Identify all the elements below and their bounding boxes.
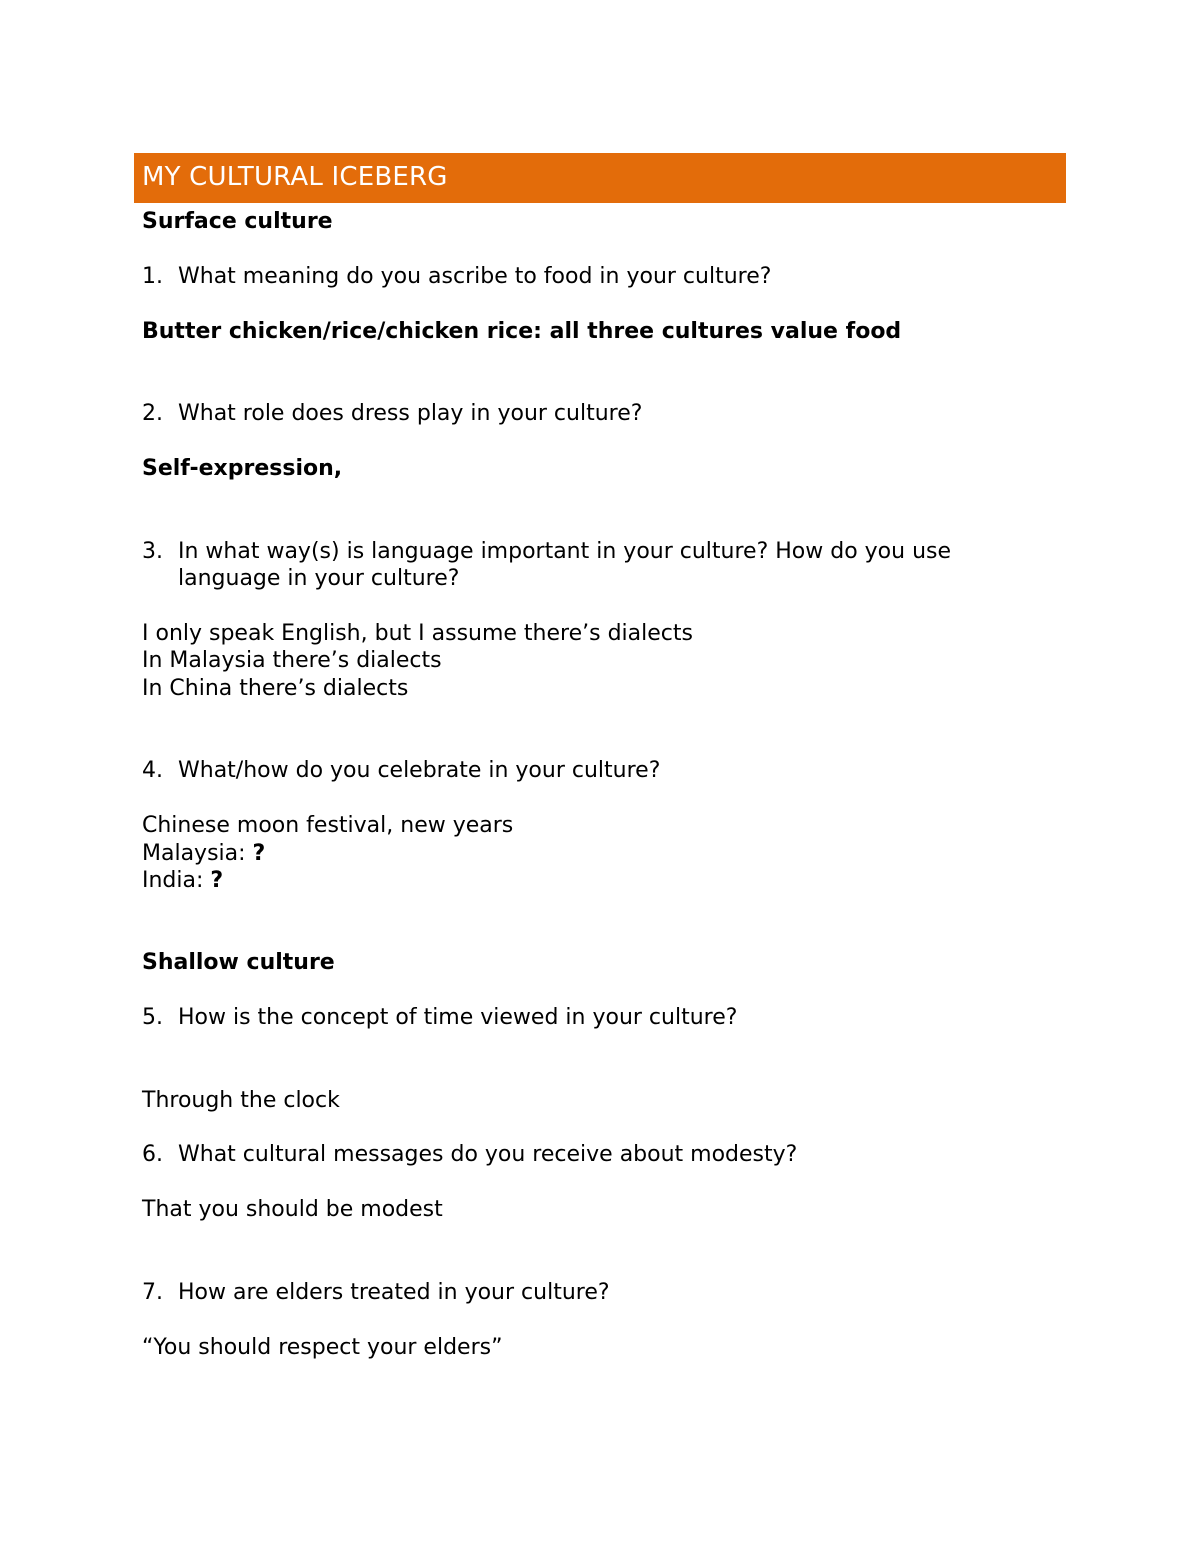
question-4: What/how do you celebrate in your culture? xyxy=(178,758,661,783)
answer-6: That you should be modest xyxy=(142,1197,443,1222)
question-number: 4. xyxy=(142,758,163,783)
malaysia-value: ? xyxy=(252,841,266,866)
title-banner xyxy=(134,153,1066,203)
answer-3-line-1: I only speak English, but I assume there’s dialects xyxy=(142,621,693,646)
question-7: How are elders treated in your culture? xyxy=(178,1280,610,1305)
answer-4-line-1: Chinese moon festival, new years xyxy=(142,813,514,838)
malaysia-label: Malaysia: xyxy=(142,841,253,866)
answer-3-line-2: In Malaysia there’s dialects xyxy=(142,648,442,673)
question-3-line-1: In what way(s) is language important in your culture? How do you use xyxy=(178,539,952,564)
answer-1: Butter chicken/rice/chicken rice: all three cultures value food xyxy=(142,319,902,344)
question-number: 5. xyxy=(142,1005,163,1030)
india-label: India: xyxy=(142,868,211,893)
question-number: 2. xyxy=(142,401,163,426)
india-value: ? xyxy=(210,868,224,893)
answer-5: Through the clock xyxy=(142,1088,340,1113)
question-number: 7. xyxy=(142,1280,163,1305)
question-6: What cultural messages do you receive about modesty? xyxy=(178,1142,798,1167)
answer-4-india xyxy=(142,867,223,894)
answer-3-line-3: In China there’s dialects xyxy=(142,676,409,701)
question-number: 3. xyxy=(142,539,163,564)
section-heading-shallow: Shallow culture xyxy=(142,950,335,975)
question-number: 1. xyxy=(142,264,163,289)
document-title: MY CULTURAL ICEBERG xyxy=(142,162,448,192)
section-heading-surface: Surface culture xyxy=(142,209,333,234)
question-5: How is the concept of time viewed in your culture? xyxy=(178,1005,738,1030)
question-2: What role does dress play in your culture? xyxy=(178,401,643,426)
answer-2: Self-expression, xyxy=(142,456,343,481)
answer-4-malaysia xyxy=(142,840,265,867)
question-number: 6. xyxy=(142,1142,163,1167)
question-3-line-2: language in your culture? xyxy=(178,566,460,591)
answer-7: “You should respect your elders” xyxy=(142,1335,503,1360)
question-1: What meaning do you ascribe to food in your culture? xyxy=(178,264,772,289)
